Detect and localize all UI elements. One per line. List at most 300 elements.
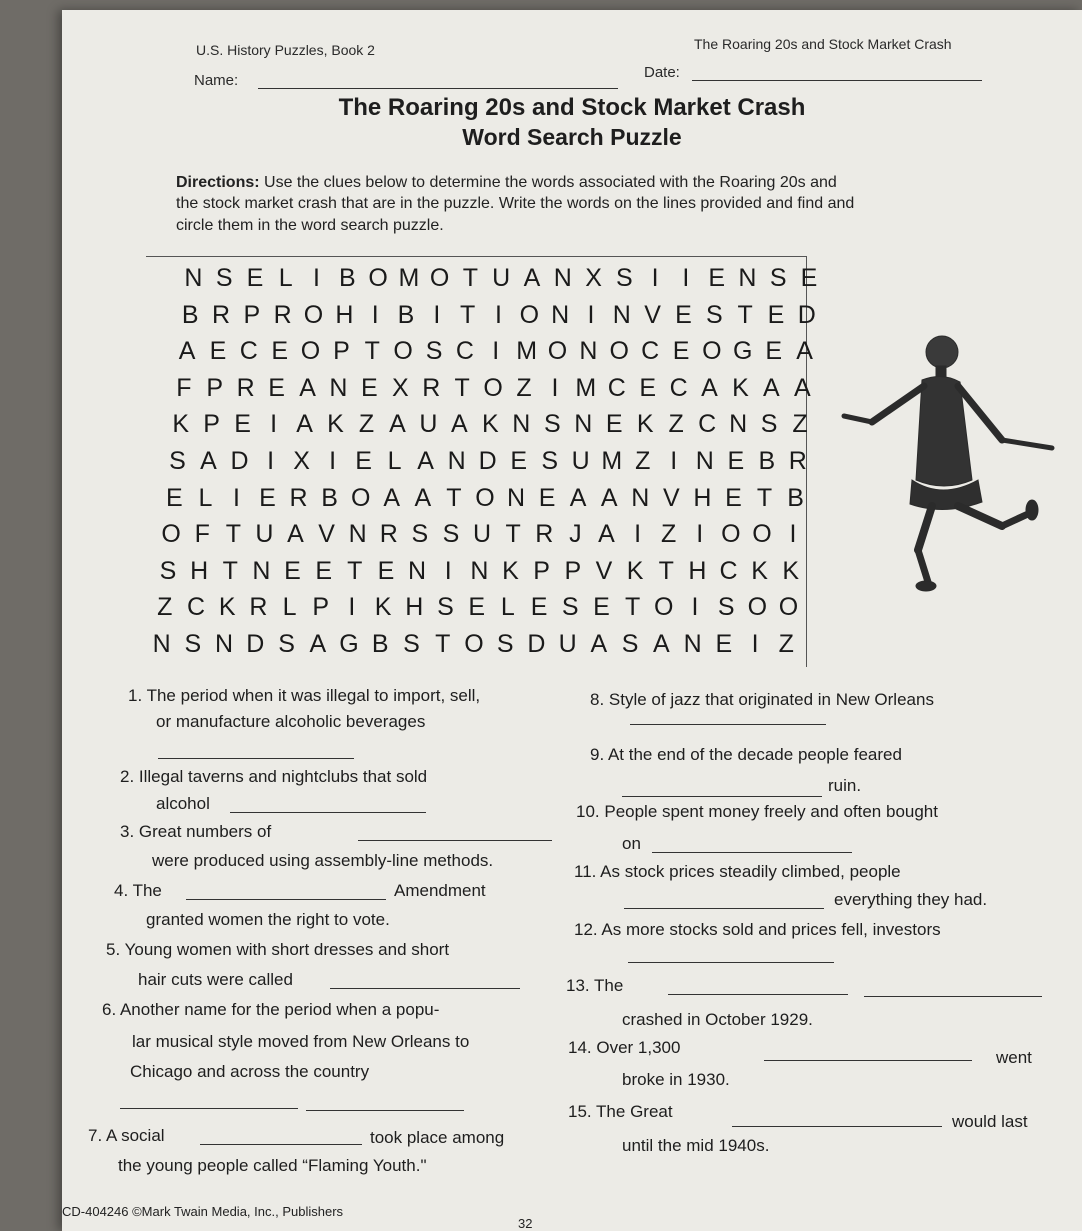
- date-label: Date:: [644, 64, 680, 81]
- clue-14-line-1: 14. Over 1,300: [568, 1038, 681, 1057]
- grid-letter[interactable]: S: [717, 593, 735, 622]
- grid-letter[interactable]: S: [442, 520, 460, 549]
- clue-11-line-2: everything they had.: [834, 890, 988, 909]
- answer-line-11[interactable]: [624, 908, 824, 909]
- grid-letter[interactable]: O: [483, 373, 503, 402]
- clue-11-line-1: 11. As stock prices steadily climbed, people: [574, 862, 901, 881]
- grid-letter[interactable]: E: [605, 410, 623, 439]
- grid-letter[interactable]: A: [414, 483, 432, 512]
- name-line[interactable]: [258, 88, 618, 89]
- grid-letter[interactable]: A: [299, 373, 316, 402]
- grid-letter[interactable]: A: [287, 520, 304, 549]
- grid-letter[interactable]: T: [446, 483, 462, 512]
- grid-letter[interactable]: U: [492, 264, 511, 292]
- grid-letter[interactable]: A: [451, 410, 468, 439]
- page-number: 32: [518, 1216, 533, 1231]
- grid-letter[interactable]: C: [719, 556, 738, 585]
- grid-letter[interactable]: E: [271, 337, 288, 366]
- grid-letter[interactable]: A: [590, 630, 608, 658]
- grid-letter[interactable]: B: [181, 300, 199, 329]
- clue-5-line-1: 5. Young women with short dresses and short: [106, 940, 450, 959]
- grid-letter[interactable]: N: [553, 264, 572, 292]
- grid-letter[interactable]: K: [732, 373, 749, 402]
- clue-10-line-1: 10. People spent money freely and often bought: [576, 802, 938, 821]
- clue-2-line-2: alcohol: [156, 794, 210, 813]
- grid-letter[interactable]: S: [615, 264, 633, 292]
- grid-letter[interactable]: C: [641, 337, 660, 366]
- grid-letter[interactable]: A: [383, 483, 401, 512]
- grid-letter[interactable]: Z: [778, 630, 794, 658]
- grid-letter[interactable]: Z: [635, 447, 651, 475]
- grid-letter[interactable]: T: [347, 556, 363, 585]
- grid-letter[interactable]: B: [758, 447, 776, 475]
- clue-6-line-2: lar musical style moved from New Orleans to: [132, 1032, 470, 1051]
- grid-letter[interactable]: S: [159, 556, 177, 585]
- grid-letter[interactable]: K: [482, 410, 499, 439]
- grid-letter[interactable]: C: [239, 337, 258, 366]
- grid-letter[interactable]: K: [172, 410, 190, 439]
- grid-letter[interactable]: B: [338, 264, 356, 292]
- name-label: Name:: [194, 72, 239, 89]
- answer-line-9[interactable]: [622, 796, 822, 797]
- grid-letter[interactable]: S: [403, 630, 420, 658]
- grid-letter[interactable]: E: [593, 593, 610, 622]
- grid-letter[interactable]: G: [339, 630, 359, 658]
- grid-letter[interactable]: R: [289, 483, 308, 512]
- grid-letter[interactable]: I: [682, 264, 690, 292]
- directions-line-1: [176, 172, 837, 194]
- grid-letter[interactable]: B: [371, 630, 389, 658]
- grid-letter[interactable]: S: [496, 630, 514, 658]
- grid-letter[interactable]: S: [769, 264, 787, 292]
- grid-row: [178, 264, 824, 293]
- grid-letter[interactable]: E: [727, 447, 745, 475]
- grid-letter[interactable]: Z: [661, 520, 677, 549]
- grid-letter[interactable]: O: [654, 593, 674, 622]
- grid-letter[interactable]: T: [658, 556, 674, 585]
- grid-letter[interactable]: F: [176, 373, 192, 402]
- grid-letter[interactable]: I: [232, 483, 240, 512]
- page-title: The Roaring 20s and Stock Market Crash: [338, 94, 806, 121]
- grid-letter[interactable]: U: [558, 630, 577, 658]
- grid-letter[interactable]: S: [705, 300, 723, 329]
- grid-letter[interactable]: C: [186, 593, 205, 622]
- grid-letter[interactable]: O: [752, 520, 772, 549]
- grid-row: [175, 301, 822, 330]
- grid-letter[interactable]: N: [631, 483, 650, 512]
- grid-letter[interactable]: P: [206, 373, 224, 402]
- grid-letter[interactable]: E: [377, 556, 395, 585]
- grid-letter[interactable]: I: [492, 337, 500, 366]
- grid-letter[interactable]: I: [267, 447, 275, 475]
- answer-line-6b[interactable]: [306, 1110, 464, 1111]
- date-line[interactable]: [692, 80, 982, 81]
- grid-letter[interactable]: B: [787, 483, 804, 512]
- grid-letter[interactable]: A: [389, 410, 406, 439]
- grid-letter[interactable]: H: [688, 556, 707, 585]
- clue-4-line-1: 4. The: [114, 881, 162, 900]
- grid-letter[interactable]: O: [161, 520, 181, 549]
- grid-letter[interactable]: X: [391, 373, 409, 402]
- grid-letter[interactable]: E: [209, 337, 227, 366]
- grid-letter[interactable]: V: [318, 520, 335, 549]
- grid-letter[interactable]: S: [543, 410, 561, 439]
- clue-7-line-3: the young people called “Flaming Youth.": [118, 1156, 427, 1175]
- directions-label: Directions:: [176, 174, 260, 191]
- answer-line-8[interactable]: [630, 724, 826, 725]
- grid-letter[interactable]: I: [313, 264, 320, 292]
- grid-letter[interactable]: K: [502, 556, 519, 585]
- grid-letter[interactable]: R: [422, 373, 441, 402]
- grid-letter[interactable]: E: [315, 556, 332, 585]
- clue-15-line-2: would last: [952, 1112, 1028, 1131]
- grid-letter[interactable]: S: [621, 630, 639, 658]
- grid-letter[interactable]: T: [435, 630, 451, 658]
- clue-1-line-1: 1. The period when it was illegal to import, sell,: [128, 686, 481, 705]
- grid-letter[interactable]: S: [169, 447, 186, 475]
- grid-letter[interactable]: A: [701, 373, 718, 402]
- grid-letter[interactable]: O: [429, 264, 450, 292]
- grid-letter[interactable]: K: [626, 556, 644, 585]
- grid-letter[interactable]: O: [464, 630, 484, 658]
- grid-letter[interactable]: O: [519, 300, 540, 329]
- grid-letter[interactable]: B: [321, 483, 338, 512]
- grid-letter[interactable]: J: [569, 520, 582, 549]
- grid-letter[interactable]: A: [796, 337, 813, 366]
- grid-letter[interactable]: O: [609, 337, 629, 366]
- grid-letter[interactable]: D: [797, 300, 816, 329]
- grid-letter[interactable]: N: [348, 520, 367, 549]
- grid-letter[interactable]: A: [793, 373, 811, 402]
- answer-line-14[interactable]: [764, 1060, 972, 1061]
- grid-letter[interactable]: S: [215, 264, 233, 292]
- answer-line-7[interactable]: [200, 1144, 362, 1145]
- grid-letter[interactable]: E: [361, 373, 378, 402]
- grid-letter[interactable]: H: [190, 556, 209, 585]
- grid-letter[interactable]: Z: [358, 410, 375, 439]
- grid-letter[interactable]: N: [184, 264, 203, 292]
- grid-letter[interactable]: U: [419, 410, 438, 439]
- grid-letter[interactable]: N: [579, 337, 598, 366]
- grid-letter[interactable]: D: [527, 630, 546, 658]
- grid-letter[interactable]: E: [234, 410, 251, 439]
- grid-letter[interactable]: E: [639, 373, 657, 402]
- grid-letter[interactable]: N: [408, 556, 427, 585]
- clue-8-line-1: 8. Style of jazz that originated in New Orleans: [590, 690, 934, 709]
- answer-line-5[interactable]: [330, 988, 520, 989]
- grid-letter[interactable]: E: [672, 337, 690, 366]
- grid-letter[interactable]: A: [417, 447, 434, 475]
- grid-letter[interactable]: N: [683, 630, 702, 658]
- grid-letter[interactable]: A: [598, 520, 615, 549]
- grid-letter[interactable]: S: [425, 337, 443, 366]
- grid-letter[interactable]: F: [194, 520, 210, 549]
- grid-letter[interactable]: R: [788, 447, 807, 475]
- grid-letter[interactable]: C: [455, 337, 474, 366]
- grid-row: [165, 410, 815, 439]
- grid-letter[interactable]: B: [397, 300, 415, 329]
- grid-letter[interactable]: S: [437, 593, 454, 622]
- grid-letter[interactable]: A: [200, 447, 217, 475]
- grid-letter[interactable]: N: [215, 630, 234, 658]
- grid-letter[interactable]: G: [733, 337, 753, 366]
- grid-letter[interactable]: T: [737, 300, 753, 329]
- grid-letter[interactable]: R: [535, 520, 554, 549]
- grid-letter[interactable]: O: [721, 520, 741, 549]
- grid-letter[interactable]: E: [538, 483, 556, 512]
- clue-3-line-1: 3. Great numbers of: [120, 822, 272, 841]
- grid-letter[interactable]: V: [662, 483, 680, 512]
- grid-letter[interactable]: P: [564, 556, 582, 585]
- grid-letter[interactable]: V: [595, 556, 613, 585]
- grid-letter[interactable]: E: [675, 300, 692, 329]
- grid-letter[interactable]: R: [212, 300, 231, 329]
- grid-letter[interactable]: U: [255, 520, 274, 549]
- grid-letter[interactable]: R: [236, 373, 255, 402]
- grid-letter[interactable]: H: [335, 300, 354, 329]
- grid-letter[interactable]: I: [670, 447, 678, 475]
- grid-letter[interactable]: L: [198, 483, 213, 512]
- worksheet-page: [62, 10, 1082, 1231]
- grid-letter[interactable]: O: [475, 483, 495, 512]
- grid-row: [146, 630, 802, 659]
- grid-letter[interactable]: I: [751, 630, 759, 658]
- grid-letter[interactable]: E: [468, 593, 485, 622]
- grid-letter[interactable]: I: [696, 520, 704, 549]
- answer-line-10[interactable]: [652, 852, 852, 853]
- grid-letter[interactable]: P: [243, 300, 261, 329]
- grid-letter[interactable]: T: [454, 373, 470, 402]
- grid-letter[interactable]: Z: [792, 410, 808, 439]
- grid-letter[interactable]: S: [411, 520, 429, 549]
- grid-letter[interactable]: H: [405, 593, 424, 622]
- grid-letter[interactable]: I: [587, 300, 595, 329]
- answer-line-1[interactable]: [158, 758, 354, 759]
- grid-letter[interactable]: O: [702, 337, 722, 366]
- clue-13-line-2: crashed in October 1929.: [622, 1010, 813, 1029]
- grid-letter[interactable]: A: [178, 337, 196, 366]
- grid-letter[interactable]: E: [284, 556, 301, 585]
- grid-row: [172, 337, 820, 366]
- grid-letter[interactable]: A: [523, 264, 541, 292]
- grid-letter[interactable]: U: [473, 520, 492, 549]
- grid-letter[interactable]: E: [708, 264, 726, 292]
- grid-letter[interactable]: I: [634, 520, 642, 549]
- grid-letter[interactable]: N: [738, 264, 757, 292]
- grid-letter[interactable]: I: [789, 520, 797, 549]
- grid-letter[interactable]: P: [333, 337, 350, 366]
- grid-letter[interactable]: X: [293, 447, 310, 475]
- directions-line-2: the stock market crash that are in the puzzle. Write the words on the lines provided and find and: [176, 195, 855, 212]
- grid-letter[interactable]: N: [252, 556, 271, 585]
- grid-letter[interactable]: O: [747, 593, 768, 622]
- grid-letter[interactable]: N: [695, 447, 714, 475]
- grid-letter[interactable]: L: [278, 264, 293, 292]
- grid-letter[interactable]: C: [669, 373, 688, 402]
- grid-letter[interactable]: I: [348, 593, 356, 622]
- clue-6-line-1: 6. Another name for the period when a popu-: [102, 1000, 440, 1019]
- grid-letter[interactable]: I: [270, 410, 278, 439]
- grid-letter[interactable]: S: [278, 630, 295, 658]
- grid-letter[interactable]: P: [533, 556, 550, 585]
- grid-row: [156, 520, 809, 549]
- clue-15-line-1: 15. The Great: [568, 1102, 673, 1121]
- grid-letter[interactable]: E: [268, 373, 285, 402]
- grid-letter[interactable]: Z: [157, 593, 173, 622]
- clue-9-line-2: ruin.: [828, 776, 862, 795]
- grid-letter[interactable]: M: [398, 264, 420, 292]
- grid-letter[interactable]: P: [203, 410, 220, 439]
- grid-letter[interactable]: S: [561, 593, 579, 622]
- grid-letter[interactable]: A: [763, 373, 780, 402]
- grid-letter[interactable]: S: [541, 447, 559, 475]
- grid-letter[interactable]: T: [756, 483, 773, 512]
- series-label: U.S. History Puzzles, Book 2: [196, 42, 375, 58]
- grid-letter[interactable]: O: [300, 337, 321, 366]
- clue-4-line-2: Amendment: [394, 881, 486, 900]
- answer-line-13b[interactable]: [864, 996, 1042, 997]
- grid-letter[interactable]: I: [371, 300, 379, 329]
- grid-letter[interactable]: E: [355, 447, 372, 475]
- grid-letter[interactable]: T: [460, 300, 476, 329]
- grid-letter[interactable]: O: [350, 483, 371, 512]
- grid-letter[interactable]: E: [510, 447, 528, 475]
- answer-line-6a[interactable]: [120, 1108, 298, 1109]
- grid-letter[interactable]: K: [782, 556, 800, 585]
- clue-5-line-2: hair cuts were called: [138, 970, 293, 989]
- grid-letter[interactable]: K: [218, 593, 236, 622]
- grid-letter[interactable]: L: [500, 593, 515, 622]
- grid-letter[interactable]: K: [374, 593, 392, 622]
- grid-letter[interactable]: N: [447, 447, 466, 475]
- grid-letter[interactable]: R: [379, 520, 398, 549]
- grid-letter[interactable]: T: [222, 556, 238, 585]
- grid-letter[interactable]: N: [574, 410, 593, 439]
- grid-row: [162, 447, 813, 476]
- grid-letter[interactable]: I: [651, 264, 659, 292]
- grid-letter[interactable]: K: [751, 556, 768, 585]
- clue-6-line-3: Chicago and across the country: [130, 1062, 370, 1081]
- grid-letter[interactable]: E: [800, 264, 818, 292]
- grid-letter[interactable]: Z: [668, 410, 684, 439]
- answer-line-15[interactable]: [732, 1126, 942, 1127]
- grid-letter[interactable]: R: [273, 300, 292, 329]
- grid-letter[interactable]: K: [327, 410, 344, 439]
- clue-7-line-2: took place among: [370, 1128, 505, 1147]
- answer-line-12[interactable]: [628, 962, 834, 963]
- grid-letter[interactable]: O: [547, 337, 568, 366]
- grid-letter[interactable]: P: [312, 593, 330, 622]
- clue-3-line-2: were produced using assembly-line methods.: [152, 851, 494, 870]
- grid-letter[interactable]: I: [444, 556, 452, 585]
- grid-row: [159, 484, 811, 513]
- grid-letter[interactable]: N: [329, 373, 348, 402]
- grid-letter[interactable]: T: [225, 520, 241, 549]
- grid-letter[interactable]: S: [184, 630, 202, 658]
- answer-line-13a[interactable]: [668, 994, 848, 995]
- grid-letter[interactable]: S: [760, 410, 778, 439]
- grid-letter[interactable]: E: [530, 593, 548, 622]
- grid-letter[interactable]: M: [516, 337, 538, 366]
- grid-letter[interactable]: N: [612, 300, 631, 329]
- grid-letter[interactable]: N: [729, 410, 748, 439]
- copyright-footer: CD-404246 ©Mark Twain Media, Inc., Publishers: [62, 1204, 344, 1219]
- grid-letter[interactable]: O: [303, 300, 324, 329]
- grid-letter[interactable]: L: [282, 593, 297, 622]
- directions-text-1: Use the clues below to determine the words associated with the Roaring 20s and: [264, 174, 837, 191]
- grid-letter[interactable]: H: [693, 483, 712, 512]
- grid-letter[interactable]: I: [495, 300, 502, 329]
- clue-14-line-3: broke in 1930.: [622, 1070, 730, 1089]
- grid-letter[interactable]: I: [551, 373, 559, 402]
- grid-letter[interactable]: E: [767, 300, 785, 329]
- grid-letter[interactable]: O: [778, 593, 799, 622]
- grid-letter[interactable]: E: [259, 483, 276, 512]
- grid-letter[interactable]: V: [644, 300, 661, 329]
- clue-14-line-2: went: [996, 1048, 1032, 1067]
- grid-letter[interactable]: E: [725, 483, 742, 512]
- clue-13-line-1: 13. The: [566, 976, 624, 995]
- grid-letter[interactable]: I: [691, 593, 699, 622]
- grid-letter[interactable]: T: [624, 593, 641, 622]
- grid-letter[interactable]: X: [585, 264, 602, 292]
- flapper-dancer-illustration: [832, 330, 1082, 600]
- grid-letter[interactable]: M: [601, 447, 623, 475]
- grid-letter[interactable]: N: [506, 483, 526, 512]
- grid-letter[interactable]: O: [393, 337, 413, 366]
- page-subtitle: Word Search Puzzle: [462, 124, 682, 150]
- grid-letter[interactable]: A: [309, 630, 327, 658]
- grid-letter[interactable]: A: [653, 630, 670, 658]
- grid-letter[interactable]: N: [512, 410, 531, 439]
- grid-letter[interactable]: D: [246, 630, 265, 658]
- grid-letter[interactable]: Z: [516, 373, 532, 402]
- grid-letter[interactable]: E: [715, 630, 733, 658]
- grid-letter[interactable]: T: [462, 264, 479, 292]
- answer-line-4[interactable]: [186, 899, 386, 900]
- grid-letter[interactable]: K: [636, 410, 654, 439]
- grid-letter[interactable]: A: [569, 483, 587, 512]
- directions-line-3: circle them in the word search puzzle.: [176, 217, 444, 234]
- grid-letter[interactable]: U: [571, 447, 590, 475]
- grid-letter[interactable]: C: [698, 410, 717, 439]
- grid-letter[interactable]: C: [607, 373, 626, 402]
- answer-line-3[interactable]: [358, 840, 552, 841]
- grid-letter[interactable]: M: [575, 373, 597, 402]
- grid-letter[interactable]: R: [249, 593, 268, 622]
- answer-line-2[interactable]: [230, 812, 426, 813]
- grid-letter[interactable]: D: [230, 447, 249, 475]
- grid-letter[interactable]: N: [152, 630, 171, 658]
- grid-letter[interactable]: E: [246, 264, 264, 292]
- grid-letter[interactable]: D: [478, 447, 497, 475]
- grid-letter[interactable]: E: [165, 483, 183, 512]
- grid-letter[interactable]: A: [600, 483, 618, 512]
- grid-letter[interactable]: N: [551, 300, 570, 329]
- grid-letter[interactable]: T: [364, 337, 380, 366]
- topic-label: The Roaring 20s and Stock Market Crash: [694, 36, 952, 52]
- clue-12-line-1: 12. As more stocks sold and prices fell, investors: [574, 920, 941, 939]
- grid-letter[interactable]: E: [765, 337, 782, 366]
- grid-letter[interactable]: I: [329, 447, 337, 475]
- grid-letter[interactable]: A: [296, 410, 313, 439]
- grid-letter[interactable]: T: [505, 520, 521, 549]
- grid-letter[interactable]: O: [368, 264, 388, 292]
- grid-letter[interactable]: N: [470, 556, 489, 585]
- grid-letter[interactable]: L: [387, 447, 402, 475]
- grid-letter[interactable]: I: [433, 300, 441, 329]
- clue-4-line-3: granted women the right to vote.: [146, 910, 390, 929]
